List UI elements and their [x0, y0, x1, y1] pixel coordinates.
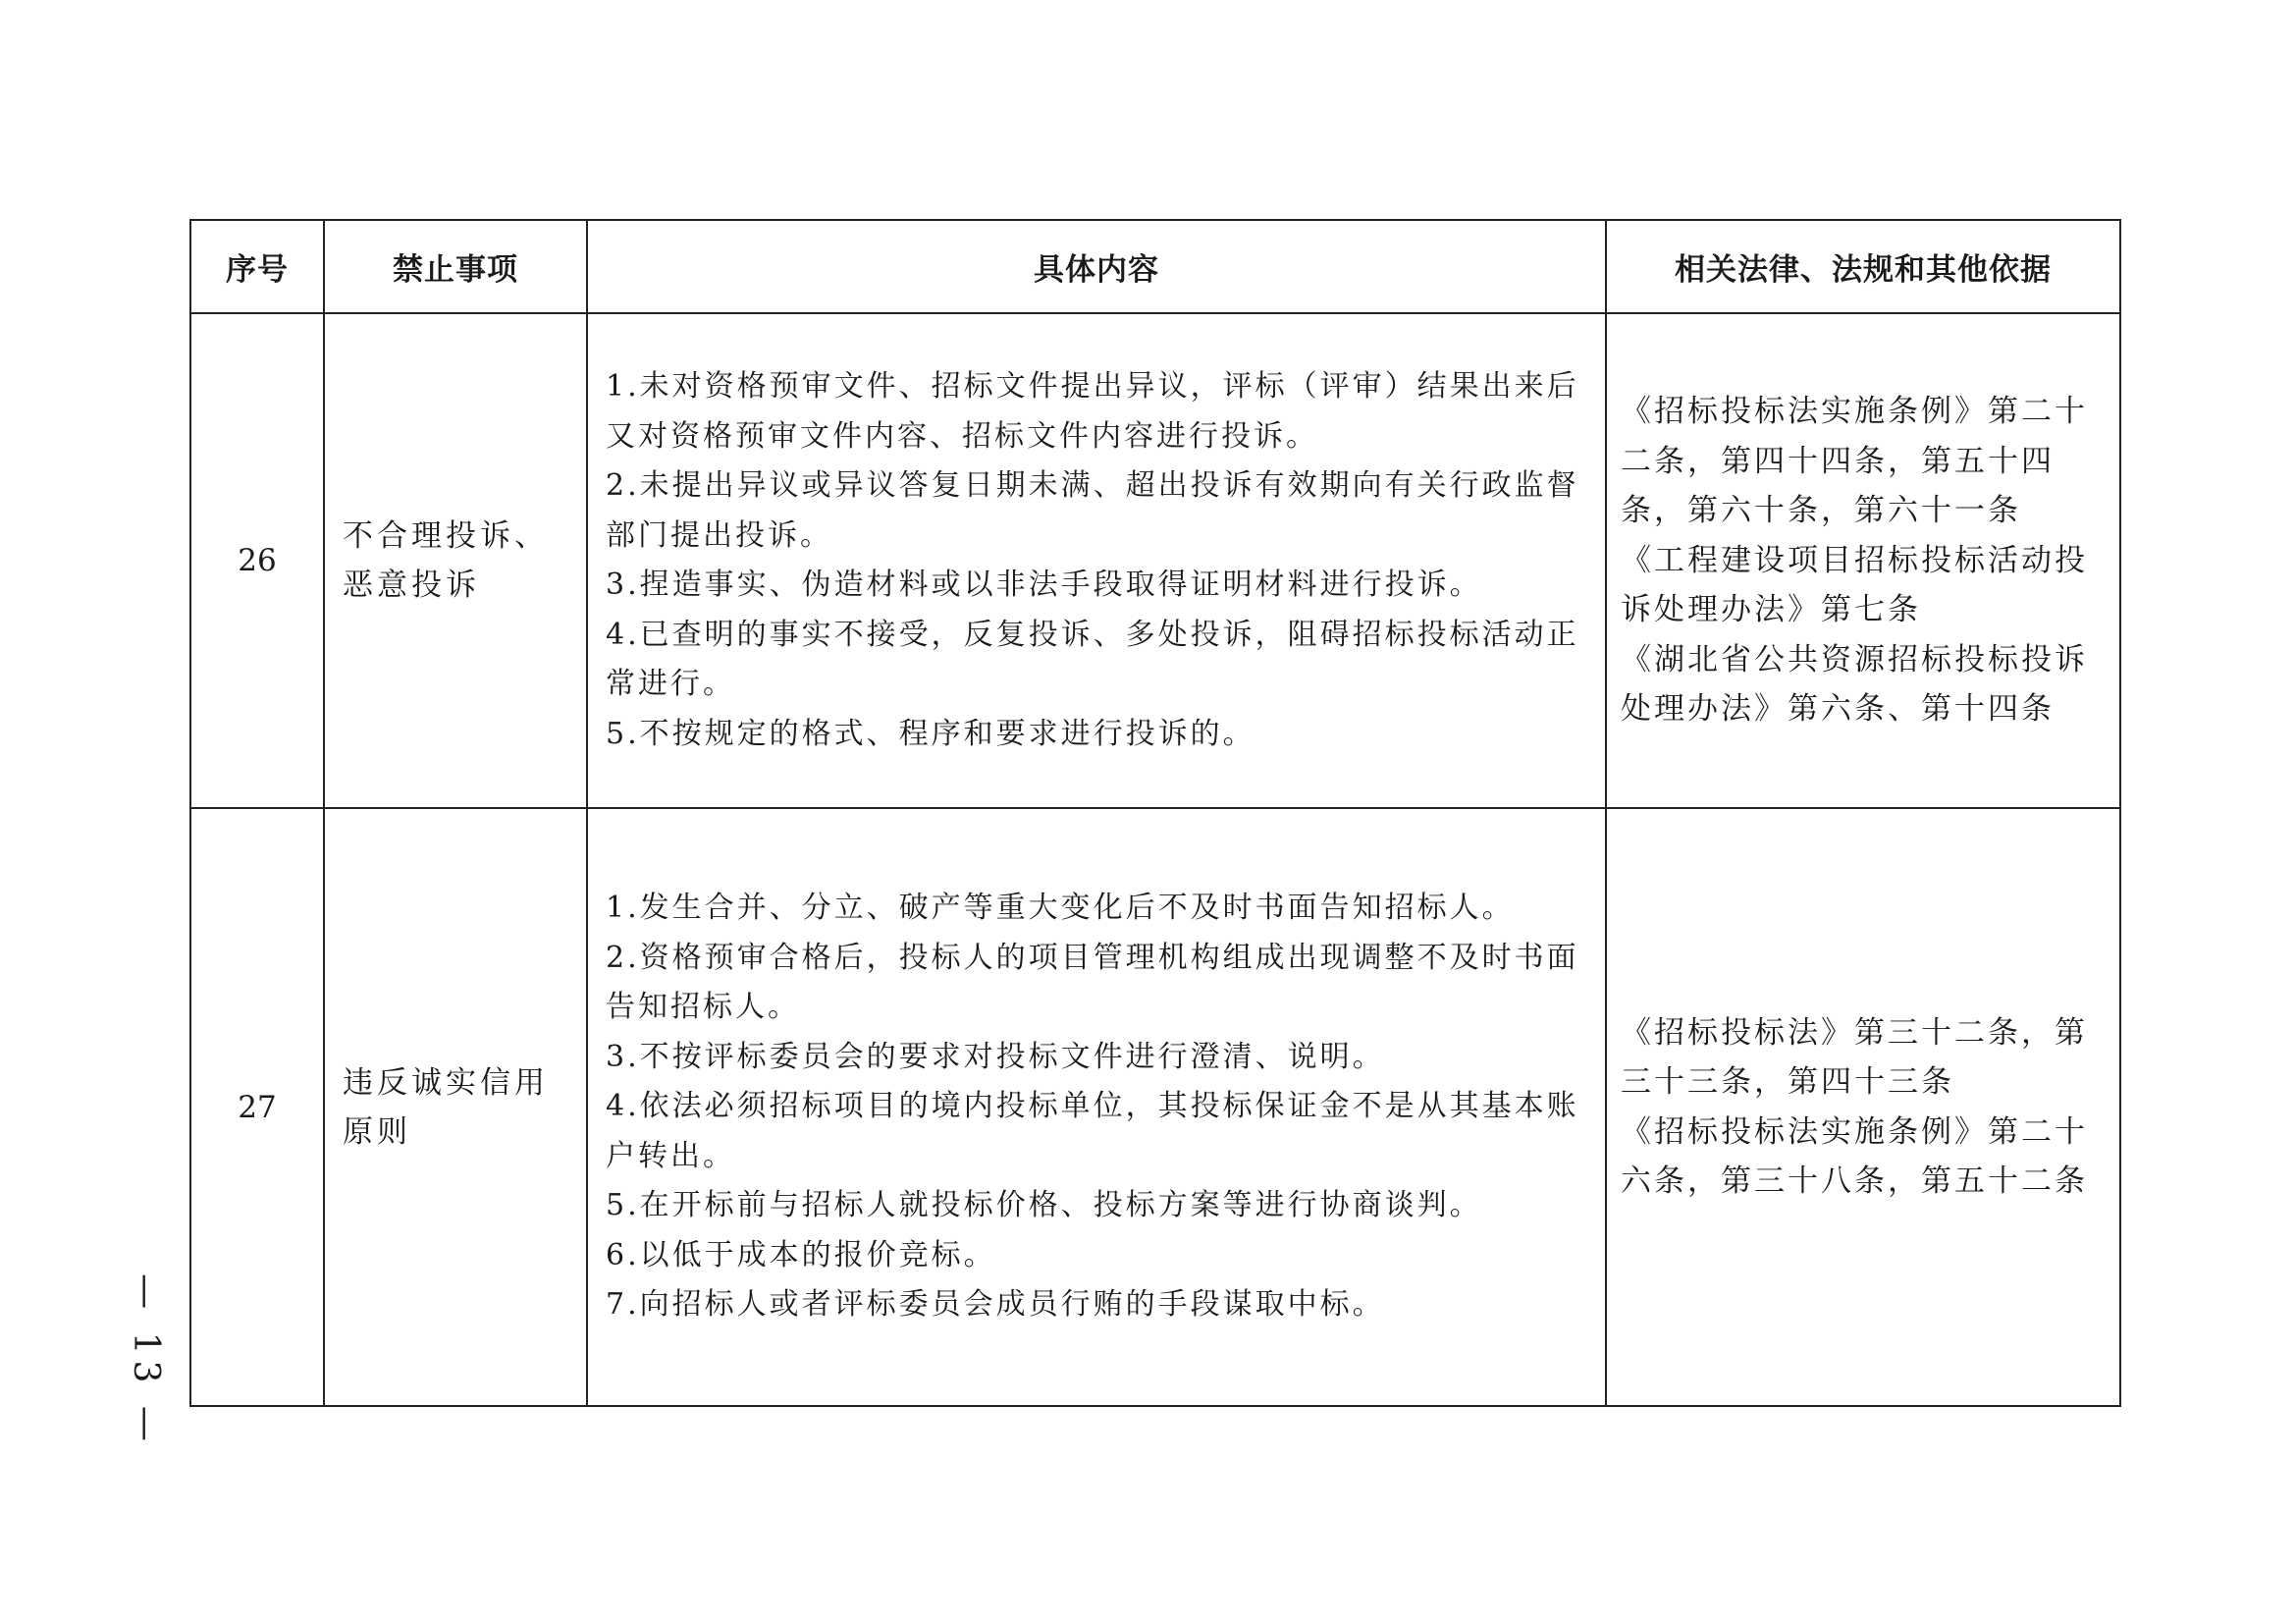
page-number-text: — 13 — [125, 1272, 166, 1447]
table-row [190, 808, 2120, 1406]
regulation-table [189, 219, 2121, 1407]
content-line: 3.捏造事实、伪造材料或以非法手段取得证明材料进行投诉。 [606, 568, 1482, 602]
content-line: 1.发生合并、分立、破产等重大变化后不及时书面告知招标人。 [606, 891, 1515, 926]
content-line: 4.已查明的事实不接受，反复投诉、多处投诉，阻碍招标投标活动正常进行。 [606, 617, 1579, 701]
table-header-row [190, 220, 2120, 313]
basis-line: 《招标投标法》第三十二条，第三十三条，第四十三条 [1621, 1014, 2088, 1100]
prohibited-item: 不合理投诉、恶意投诉 [324, 313, 587, 808]
basis-cell [1606, 313, 2120, 808]
content-line: 4.依法必须招标项目的境内投标单位，其投标保证金不是从其基本账户转出。 [606, 1089, 1579, 1173]
basis-cell [1606, 808, 2120, 1406]
header-content: 具体内容 [587, 220, 1606, 313]
header-basis: 相关法律、法规和其他依据 [1606, 220, 2120, 313]
header-item: 禁止事项 [324, 220, 587, 313]
content-line: 5.不按规定的格式、程序和要求进行投诉的。 [606, 716, 1255, 751]
content-line: 3.不按评标委员会的要求对投标文件进行澄清、说明。 [606, 1039, 1385, 1074]
content-line: 6.以低于成本的报价竞标。 [606, 1237, 996, 1272]
content-line: 2.未提出异议或异议答复日期未满、超出投诉有效期向有关行政监督部门提出投诉。 [606, 468, 1579, 553]
row-number: 26 [190, 313, 324, 808]
basis-line: 《招标投标法实施条例》第二十二条，第四十四条，第五十四条，第六十条，第六十一条 [1621, 394, 2088, 529]
content-line: 1.未对资格预审文件、招标文件提出异议，评标（评审）结果出来后又对资格预审文件内容、招标文件内容进行投诉。 [606, 369, 1579, 454]
content-cell [587, 808, 1606, 1406]
content-cell [587, 313, 1606, 808]
page-number [116, 1272, 175, 1447]
content-line: 5.在开标前与招标人就投标价格、投标方案等进行协商谈判。 [606, 1188, 1482, 1223]
row-number: 27 [190, 808, 324, 1406]
content-line: 7.向招标人或者评标委员会成员行贿的手段谋取中标。 [606, 1287, 1385, 1323]
prohibited-item: 违反诚实信用原则 [324, 808, 587, 1406]
basis-line: 《湖北省公共资源招标投标投诉处理办法》第六条、第十四条 [1621, 641, 2088, 728]
basis-line: 《招标投标法实施条例》第二十六条，第三十八条，第五十二条 [1621, 1113, 2088, 1199]
content-line: 2.资格预审合格后，投标人的项目管理机构组成出现调整不及时书面告知招标人。 [606, 940, 1579, 1025]
basis-line: 《工程建设项目招标投标活动投诉处理办法》第七条 [1621, 542, 2088, 628]
header-no: 序号 [190, 220, 324, 313]
table-row [190, 313, 2120, 808]
